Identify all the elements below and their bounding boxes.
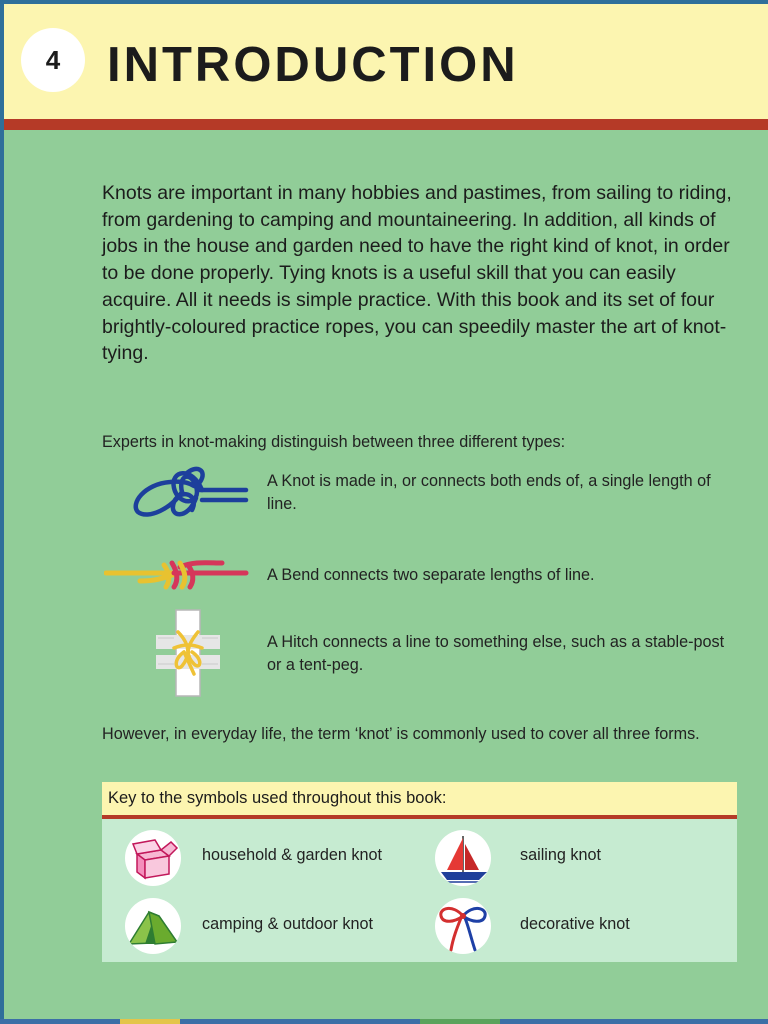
symbol-key-title: Key to the symbols used throughout this book:	[108, 789, 447, 807]
page-number-badge: 4	[21, 28, 85, 92]
bend-description: A Bend connects two separate lengths of line.	[267, 566, 595, 584]
knot-types-intro: Experts in knot-making distinguish between three different types:	[102, 433, 566, 451]
symbol-key-header	[102, 782, 737, 815]
knot-description: A Knot is made in, or connects both ends of, a single length of line.	[267, 472, 711, 513]
intro-paragraph: Knots are important in many hobbies and pastimes, from sailing to riding, from gardening to camping and mountaineering. In addition, all kinds of jobs in the house and garden need to have the right kind of knot, in order to be done properly. Tying knots is a useful skill that you can easily acquire. All it needs is simple practice. With this book and its set of four brightly-coloured practice ropes, you can speedily master the art of knot-tying.	[102, 182, 732, 365]
symbol-key-divider	[102, 815, 737, 819]
key-label-sailing: sailing knot	[520, 846, 601, 864]
spine-accent	[420, 1019, 500, 1024]
hitch-description: A Hitch connects a line to something else, such as a stable-post or a tent-peg.	[267, 633, 725, 674]
page-title: INTRODUCTION	[107, 38, 519, 92]
key-label-decorative: decorative knot	[520, 915, 630, 933]
hitch-icon	[154, 608, 222, 698]
key-label-camping-outdoor: camping & outdoor knot	[202, 915, 373, 933]
book-page	[4, 4, 768, 1020]
page-header	[4, 4, 768, 119]
knot-icon	[130, 462, 256, 526]
tent-icon	[125, 898, 181, 954]
bow-icon	[435, 898, 491, 954]
spine-accent	[120, 1019, 180, 1024]
key-label-household-garden: household & garden knot	[202, 846, 382, 864]
closing-paragraph: However, in everyday life, the term ‘knot’ is commonly used to cover all three forms.	[102, 725, 700, 743]
symbol-key	[102, 782, 737, 962]
bend-icon	[104, 557, 250, 591]
sailboat-icon	[435, 830, 491, 886]
box-icon	[125, 830, 181, 886]
header-divider	[4, 119, 768, 130]
spine-strip	[0, 1019, 768, 1024]
